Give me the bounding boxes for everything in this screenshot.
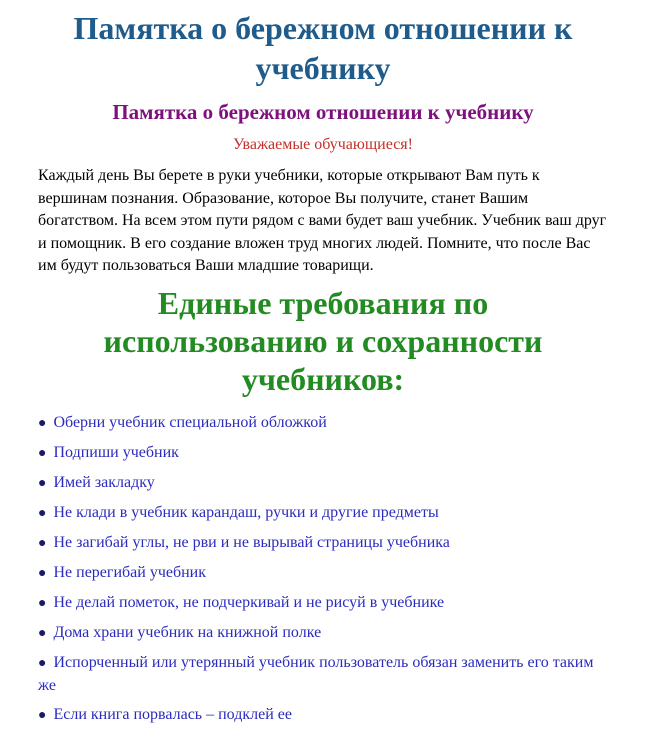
list-item [38, 652, 608, 697]
rules-list [38, 412, 608, 727]
list-item [38, 592, 608, 615]
list-item [38, 442, 608, 465]
memo-subtitle: Памятка о бережном отношении к учебнику [112, 100, 534, 124]
bullet-icon: ● [38, 475, 47, 491]
greeting-line: Уважаемые обучающиеся! [232, 136, 413, 153]
requirements-heading: Единые требования по использованию и сохранности учебников: [103, 284, 543, 397]
bullet-icon: ● [38, 565, 47, 581]
bullet-icon: ● [38, 595, 47, 611]
bullet-icon: ● [38, 625, 47, 641]
list-item-text: Если книга порвалась – подклей ее [53, 705, 292, 723]
list-item-text: Не делай пометок, не подчеркивай и не рисуй в учебнике [53, 593, 445, 611]
list-item-text: Имей закладку [53, 473, 155, 491]
list-item [38, 704, 608, 727]
list-item-text: Подпиши учебник [53, 443, 179, 461]
list-item [38, 412, 608, 435]
list-item [38, 532, 608, 555]
list-item-text: Не перегибай учебник [53, 563, 207, 581]
intro-paragraph: Каждый день Вы берете в руки учебники, которые открывают Вам путь к вершинам познания. Образование, которое Вы получите, станет Вашим богатством. На всем этом пути рядом с вами будет ваш учебник. Учебник ваш друг и помощник. В его создание вложен труд многих людей. Помните, что после Вас им будут пользоваться Ваши младшие товарищи. [38, 167, 607, 274]
list-item-text: Оберни учебник специальной обложкой [53, 413, 327, 431]
bullet-icon: ● [38, 707, 47, 723]
list-item-text: Испорченный или утерянный учебник пользователь обязан заменить его таким же [38, 653, 594, 694]
bullet-icon: ● [38, 505, 47, 521]
page-title: Памятка о бережном отношении к учебнику [73, 10, 573, 86]
bullet-icon: ● [38, 655, 47, 671]
list-item [38, 622, 608, 645]
list-item-text: Не загибай углы, не рви и не вырывай страницы учебника [53, 533, 450, 551]
list-item [38, 472, 608, 495]
bullet-icon: ● [38, 535, 47, 551]
list-item [38, 502, 608, 525]
list-item-text: Не клади в учебник карандаш, ручки и другие предметы [53, 503, 439, 521]
bullet-icon: ● [38, 445, 47, 461]
list-item [38, 562, 608, 585]
list-item-text: Дома храни учебник на книжной полке [53, 623, 322, 641]
bullet-icon: ● [38, 415, 47, 431]
